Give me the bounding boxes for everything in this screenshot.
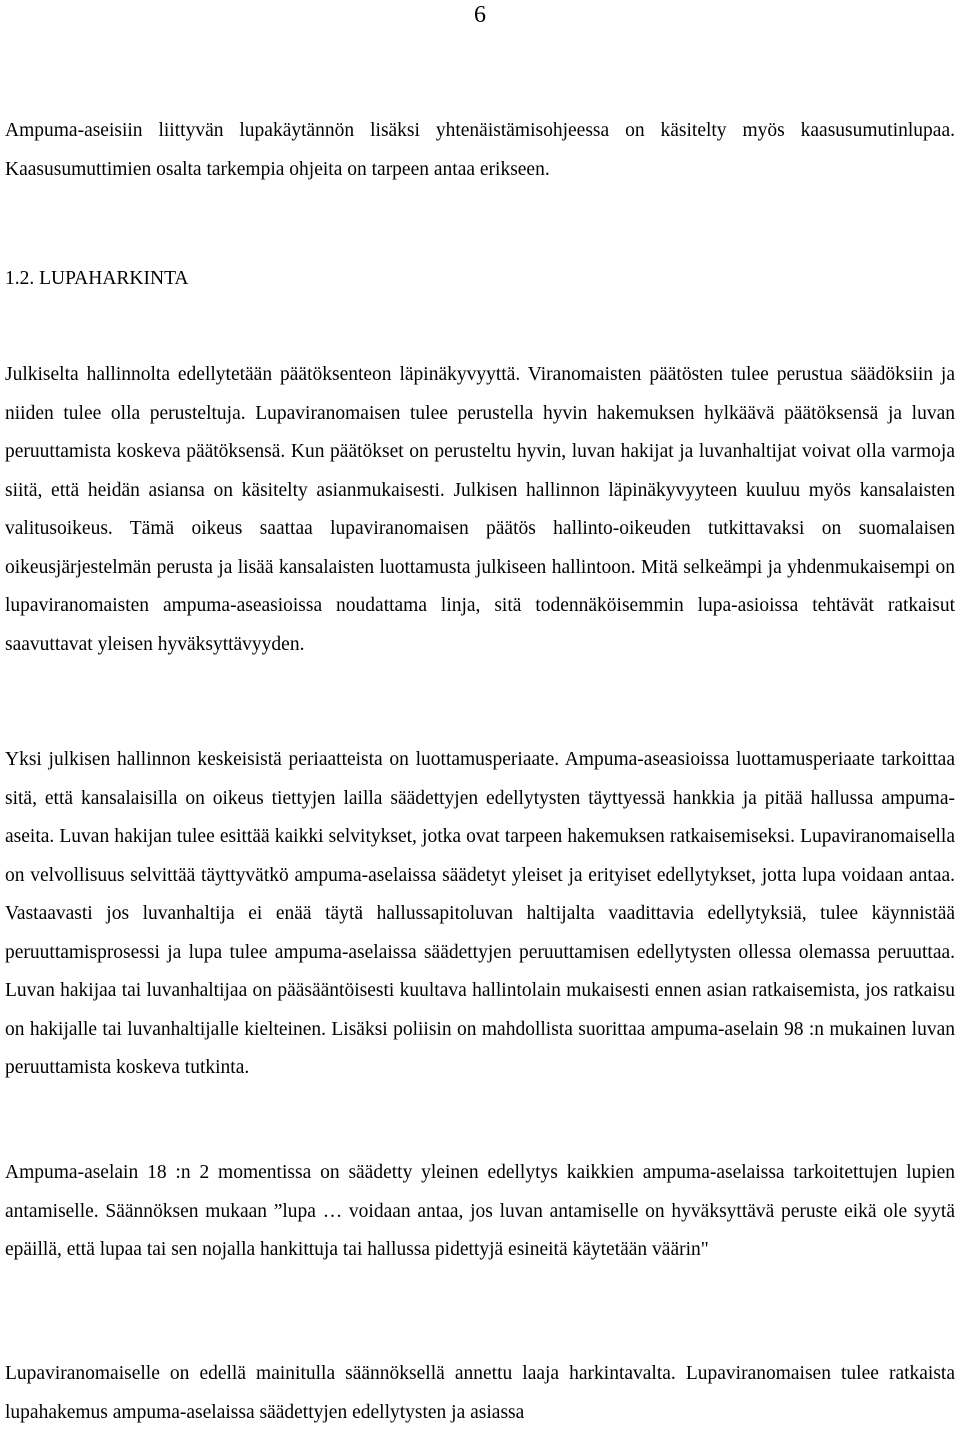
paragraph-transparency: Julkiselta hallinnolta edellytetään päätöksenteon läpinäkyvyyttä. Viranomaisten päätösten tulee perustua säädöksiin ja niiden tulee olla perusteltuja. Lupaviranomaisen tulee perustella hyvin hakemuksen hylkäävä päätöksensä ja luvan peruuttamista koskeva päätöksensä. Kun päätökset on perusteltu hyvin, luvan hakijat ja luvanhaltijat voivat olla varmoja siitä, että heidän asiansa on käsitelty asianmukaisesti. Julkisen hallinnon läpinäkyvyyteen kuuluu myös kansalaisten valitusoikeus. Tämä oikeus saattaa lupaviranomaisen päätös hallinto-oikeuden tutkittavaksi on suomalaisen oikeusjärjestelmän perusta ja lisää kansalaisten luottamusta julkiseen hallintoon. Mitä selkeämpi ja yhdenmukaisempi on lupaviranomaisten ampuma-aseasioissa noudattama linja, sitä todennäköisemmin lupa-asioissa tehtävät ratkaisut saavuttavat yleisen hyväksyttävyyden. (5, 364, 955, 655)
page-number: 6 (474, 2, 486, 28)
paragraph-general-requirement: Ampuma-aselain 18 :n 2 momentissa on säädetty yleinen edellytys kaikkien ampuma-aselaissa tarkoitettujen lupien antamiselle. Säännöksen mukaan ”lupa … voidaan antaa, jos luvan antamiselle on hyväksyttävä peruste eikä ole syytä epäillä, että lupaa tai sen nojalla hankittuja tai hallussa pidettyjä esineitä käytetään väärin" (5, 1162, 955, 1260)
paragraph-discretion: Lupaviranomaiselle on edellä mainitulla säännöksellä annettu laaja harkintavalta. Lupaviranomaisen tulee ratkaista lupahakemus ampuma-aselaissa säädettyjen edellytysten ja asiassa (5, 1363, 955, 1423)
paragraph-trust-principle: Yksi julkisen hallinnon keskeisistä periaatteista on luottamusperiaate. Ampuma-aseasioissa luottamusperiaate tarkoittaa sitä, että kansalaisilla on oikeus tiettyjen lailla säädettyjen edellytysten täyttyessä hankkia ja pitää hallussa ampuma-aseita. Luvan hakijan tulee esittää kaikki selvitykset, jotka ovat tarpeen hakemuksen ratkaisemiseksi. Lupaviranomaisella on velvollisuus selvittää täyttyvätkö ampuma-aselaissa säädetyt yleiset ja erityiset edellytykset, jotta lupa voidaan antaa. Vastaavasti jos luvanhaltija ei enää täytä hallussapitoluvan haltijalta vaadittavia edellytyksiä, tulee käynnistää peruuttamisprosessi ja lupa tulee ampuma-aselaissa säädettyjen peruuttamisen edellytysten ollessa olemassa peruuttaa. Luvan hakijaa tai luvanhaltijaa on pääsääntöisesti kuultava hallintolain mukaisesti ennen asian ratkaisemista, jos ratkaisu on hakijalle tai luvanhaltijalle kielteinen. Lisäksi poliisin on mahdollista suorittaa ampuma-aselain 98 :n mukainen luvan peruuttamista koskeva tutkinta. (5, 749, 955, 1078)
paragraph-intro: Ampuma-aseisiin liittyvän lupakäytännön lisäksi yhtenäistämisohjeessa on käsitelty myös kaasusumutinlupaa. Kaasusumuttimien osalta tarkempia ohjeita on tarpeen antaa erikseen. (5, 120, 955, 180)
section-heading: 1.2. LUPAHARKINTA (5, 268, 189, 289)
